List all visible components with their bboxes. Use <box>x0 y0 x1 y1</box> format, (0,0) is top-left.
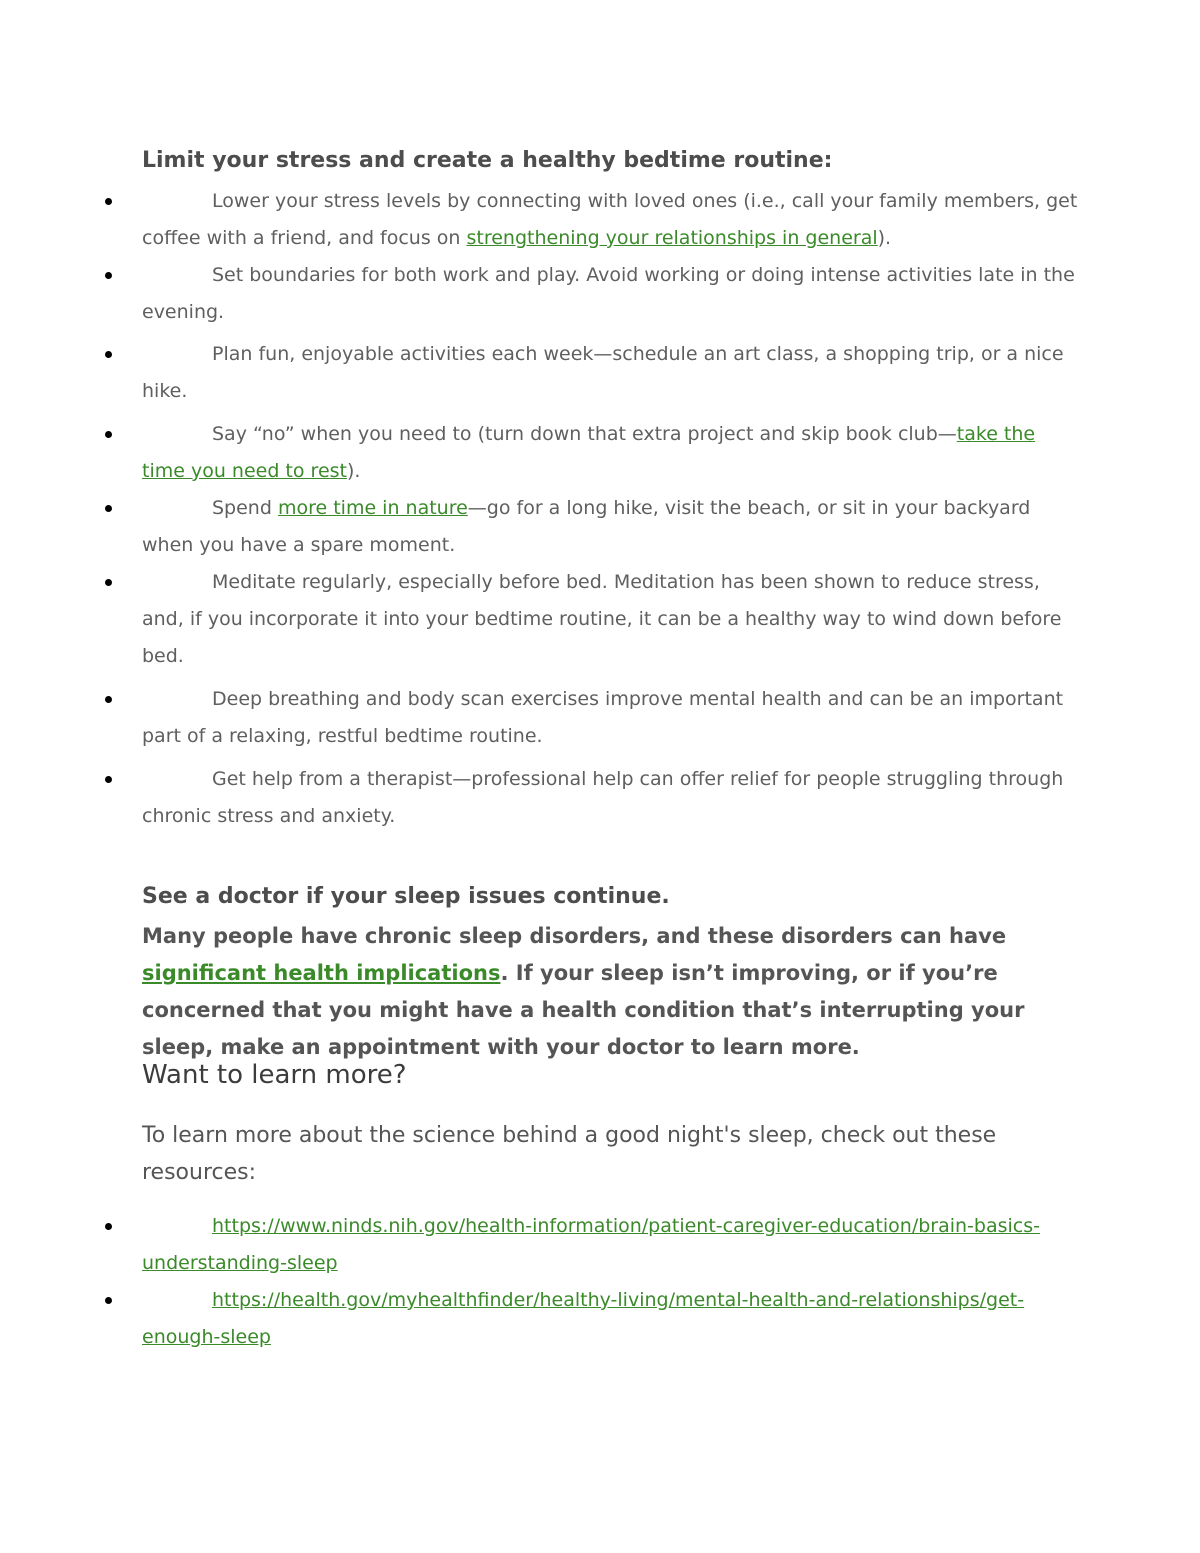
rest-link[interactable]: take the time you need to rest <box>142 423 1036 482</box>
stress-tips-list <box>142 183 1082 835</box>
bullet-icon <box>105 272 112 279</box>
list-item: Say “no” when you need to (turn down that extra project and skip book club—take the time you need to rest). <box>142 416 1082 490</box>
stress-heading: Limit your stress and create a healthy bedtime routine: <box>142 148 833 173</box>
bullet-icon <box>105 198 112 205</box>
bullet-icon <box>105 1223 112 1230</box>
ninds-link[interactable]: https://www.ninds.nih.gov/health-information/patient-caregiver-education/brain-basics-understanding-sleep <box>142 1215 1040 1274</box>
bullet-icon <box>105 696 112 703</box>
bullet-icon <box>105 776 112 783</box>
relationships-link[interactable]: strengthening your relationships in general <box>466 227 878 249</box>
list-item <box>142 1282 1082 1356</box>
list-item: Deep breathing and body scan exercises improve mental health and can be an important part of a relaxing, restful bedtime routine. <box>142 681 1082 755</box>
list-item: Get help from a therapist—professional help can offer relief for people struggling through chronic stress and anxiety. <box>142 761 1082 835</box>
bullet-icon <box>105 579 112 586</box>
bullet-icon <box>105 1297 112 1304</box>
nature-link[interactable]: more time in nature <box>277 497 468 519</box>
list-item: Meditate regularly, especially before bed. Meditation has been shown to reduce stress, and, if you incorporate it into your bedtime routine, it can be a healthy way to wind down before bed. <box>142 564 1082 675</box>
list-item <box>142 1208 1082 1282</box>
bullet-icon <box>105 505 112 512</box>
list-item: Spend more time in nature—go for a long hike, visit the beach, or sit in your backyard when you have a spare moment. <box>142 490 1082 564</box>
doctor-paragraph: Many people have chronic sleep disorders, and these disorders can have significant health implications. If your sleep isn’t improving, or if you’re concerned that you might have a health condition that’s interrupting your sleep, make an appointment with your doctor to learn more. <box>142 924 1025 1059</box>
resources-list <box>142 1208 1082 1356</box>
bullet-icon <box>105 431 112 438</box>
doctor-heading: See a doctor if your sleep issues continue. <box>142 884 670 909</box>
health-gov-link[interactable]: https://health.gov/myhealthfinder/healthy-living/mental-health-and-relationships/get-enough-sleep <box>142 1289 1025 1348</box>
resources-intro: To learn more about the science behind a good night's sleep, check out these resources: <box>142 1123 997 1185</box>
list-item: Plan fun, enjoyable activities each week—schedule an art class, a shopping trip, or a nice hike. <box>142 336 1082 410</box>
learn-more-heading: Want to learn more? <box>142 1060 407 1090</box>
bullet-icon <box>105 351 112 358</box>
health-implications-link[interactable]: significant health implications <box>142 961 501 985</box>
list-item: Set boundaries for both work and play. Avoid working or doing intense activities late in the evening. <box>142 257 1082 331</box>
list-item: Lower your stress levels by connecting with loved ones (i.e., call your family members, get coffee with a friend, and focus on strengthening your relationships in general). <box>142 183 1082 257</box>
